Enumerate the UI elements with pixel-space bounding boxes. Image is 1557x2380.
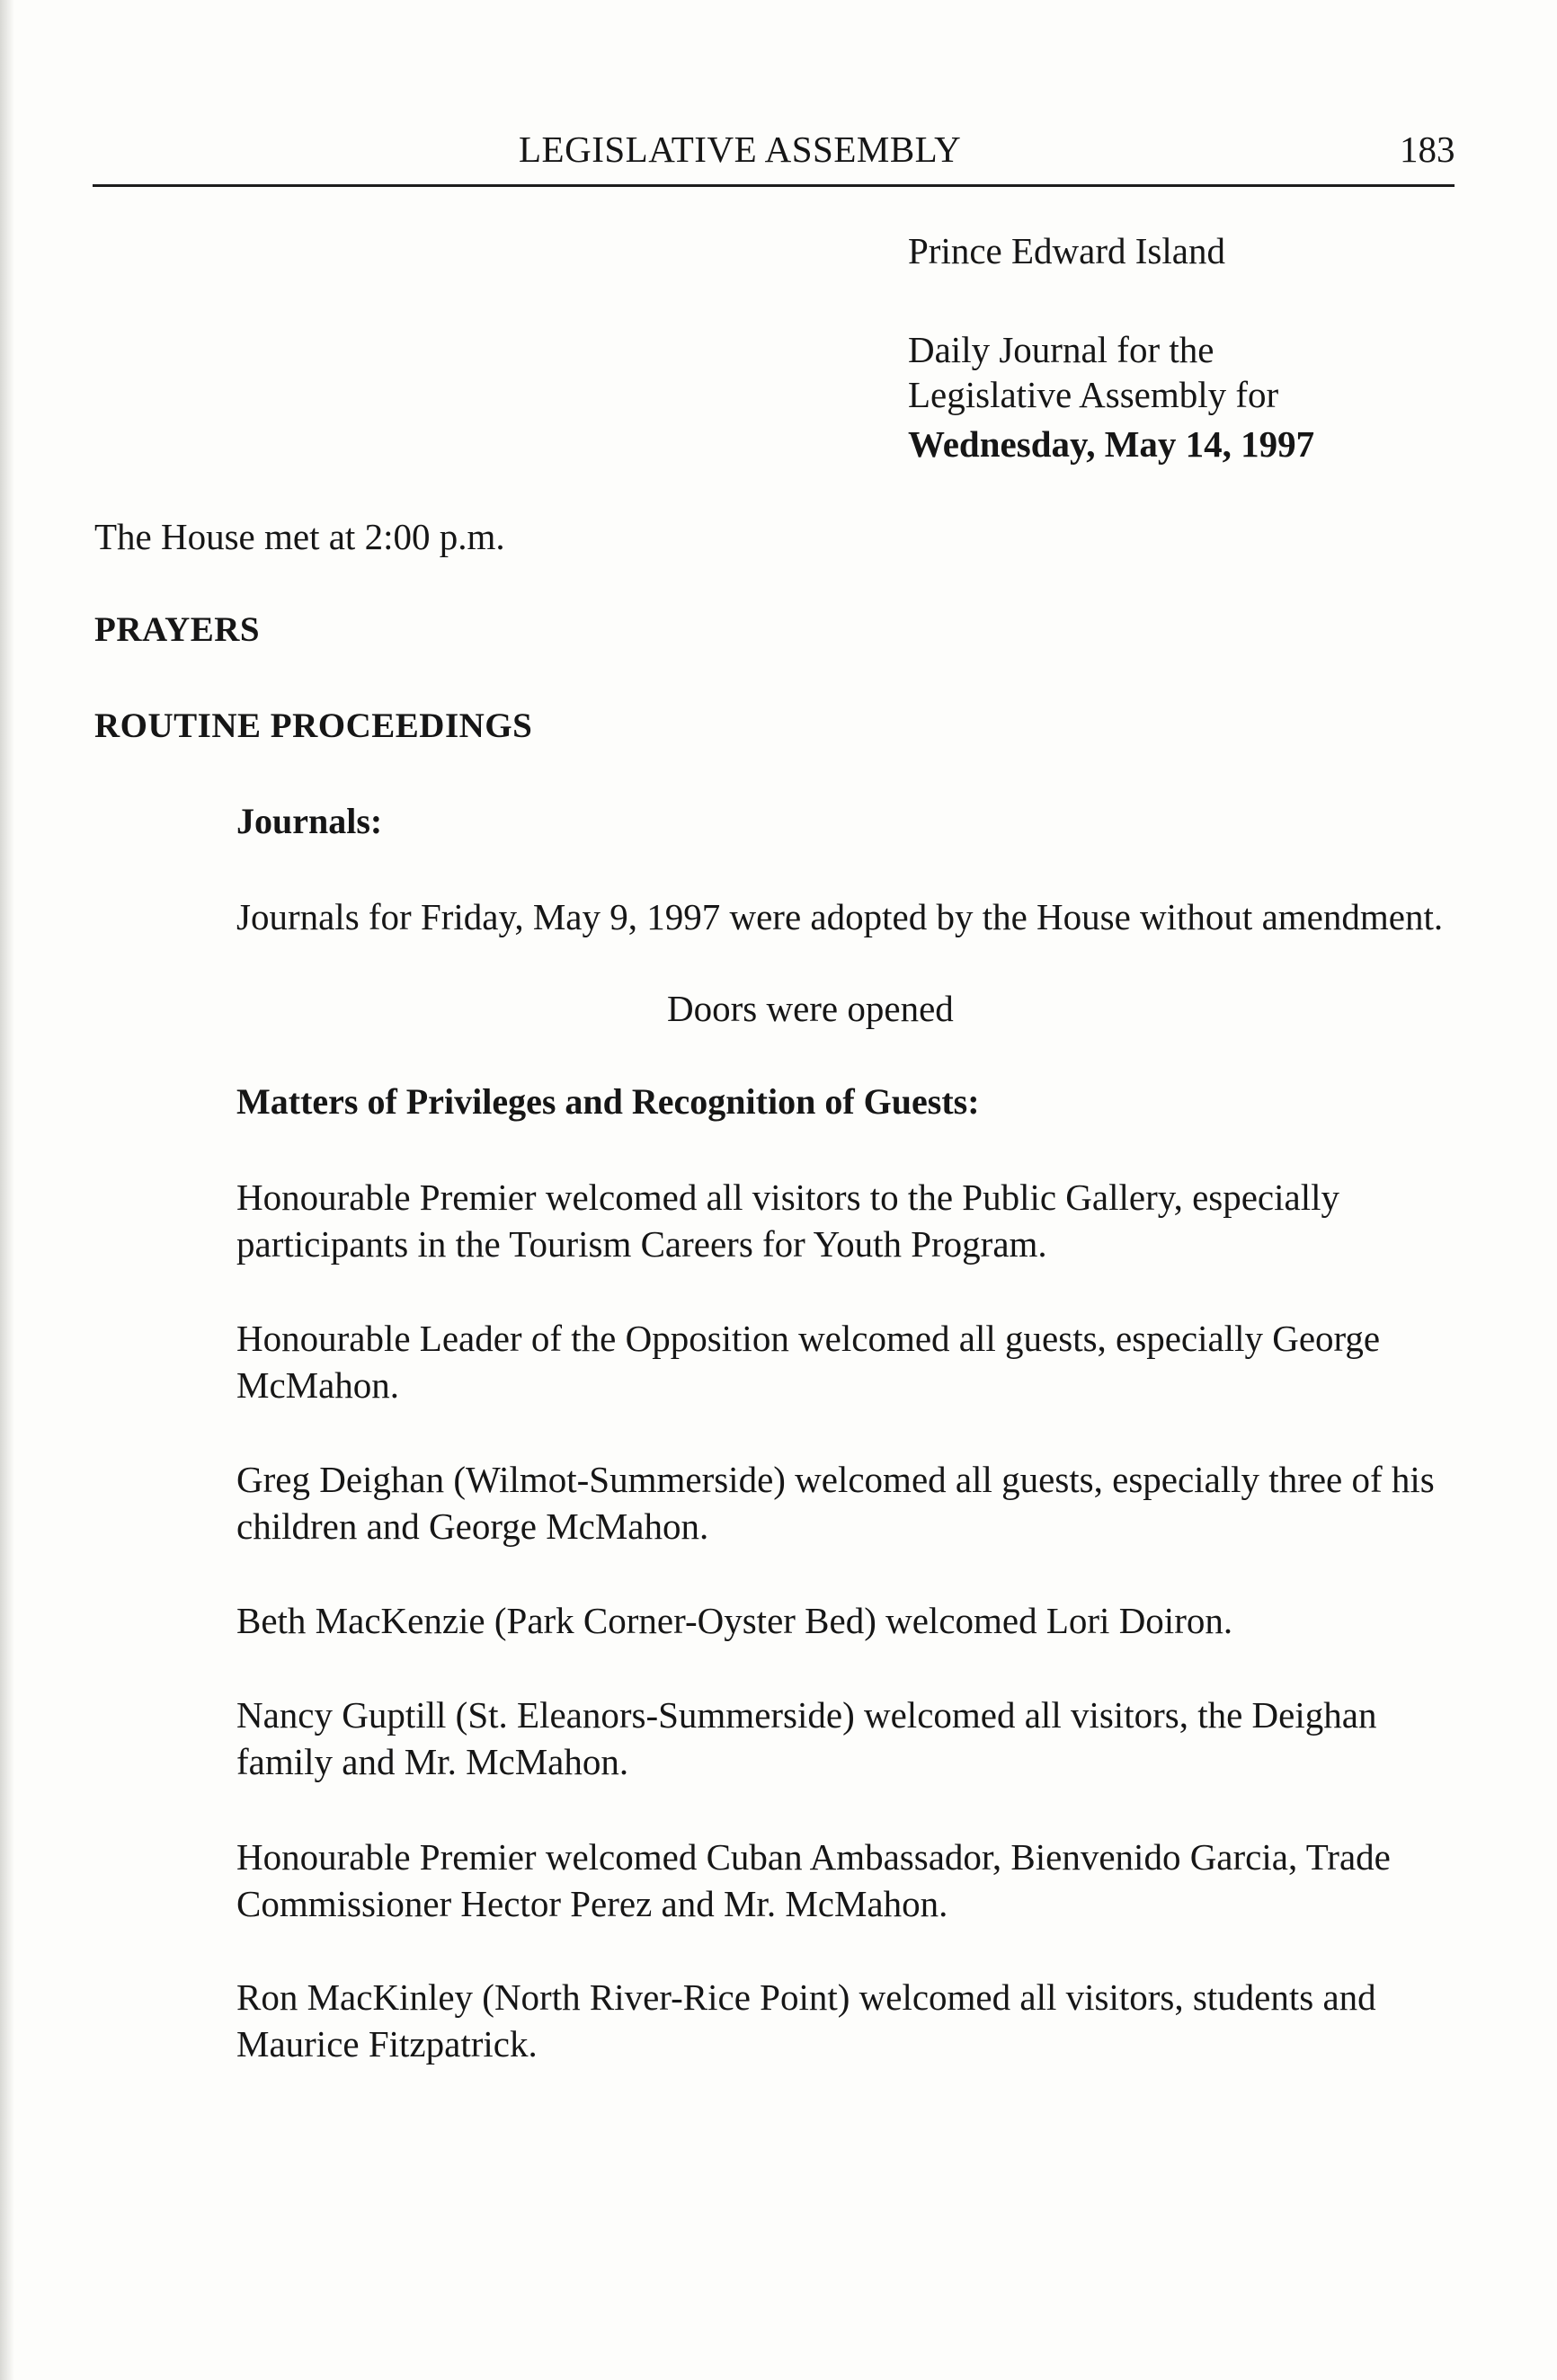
guests-heading: Matters of Privileges and Recognition of Guests: — [236, 1081, 980, 1122]
sitting-date: Wednesday, May 14, 1997 — [908, 423, 1315, 465]
journals-heading: Journals: — [236, 801, 383, 841]
doors-opened-note: Doors were opened — [667, 988, 954, 1029]
page-edge-shadow — [0, 0, 14, 2380]
journal-title-line-2: Legislative Assembly for — [908, 374, 1279, 415]
page-number: 183 — [1400, 129, 1455, 170]
journals-adoption-text: Journals for Friday, May 9, 1997 were adopted by the House without amendment. — [236, 896, 1444, 937]
guest-welcome-paragraph: Honourable Premier welcomed Cuban Ambassador, Bienvenido Garcia, Trade Commissioner Hector Perez and Mr. McMahon. — [236, 1836, 1391, 1924]
journal-title-line-1: Daily Journal for the — [908, 329, 1214, 370]
guest-welcome-paragraph: Ron MacKinley (North River-Rice Point) welcomed all visitors, students and Maurice Fitzpatrick. — [236, 1976, 1376, 2065]
running-header-title: LEGISLATIVE ASSEMBLY — [519, 129, 962, 170]
routine-proceedings-heading: ROUTINE PROCEEDINGS — [94, 706, 533, 745]
guest-welcome-paragraph: Honourable Premier welcomed all visitors to the Public Gallery, especially participants in the Tourism Careers for Youth Program. — [236, 1177, 1339, 1265]
guest-welcome-paragraph: Beth MacKenzie (Park Corner-Oyster Bed) welcomed Lori Doiron. — [236, 1600, 1233, 1641]
guest-welcome-paragraph: Greg Deighan (Wilmot-Summerside) welcomed all guests, especially three of his children and George McMahon. — [236, 1459, 1435, 1547]
province-name: Prince Edward Island — [908, 230, 1225, 271]
house-met-time: The House met at 2:00 p.m. — [94, 516, 505, 557]
guest-welcome-paragraph: Nancy Guptill (St. Eleanors-Summerside) welcomed all visitors, the Deighan family and Mr. McMahon. — [236, 1694, 1377, 1782]
guest-welcome-paragraph: Honourable Leader of the Opposition welcomed all guests, especially George McMahon. — [236, 1318, 1381, 1406]
prayers-heading: PRAYERS — [94, 610, 261, 649]
header-rule — [93, 184, 1455, 187]
